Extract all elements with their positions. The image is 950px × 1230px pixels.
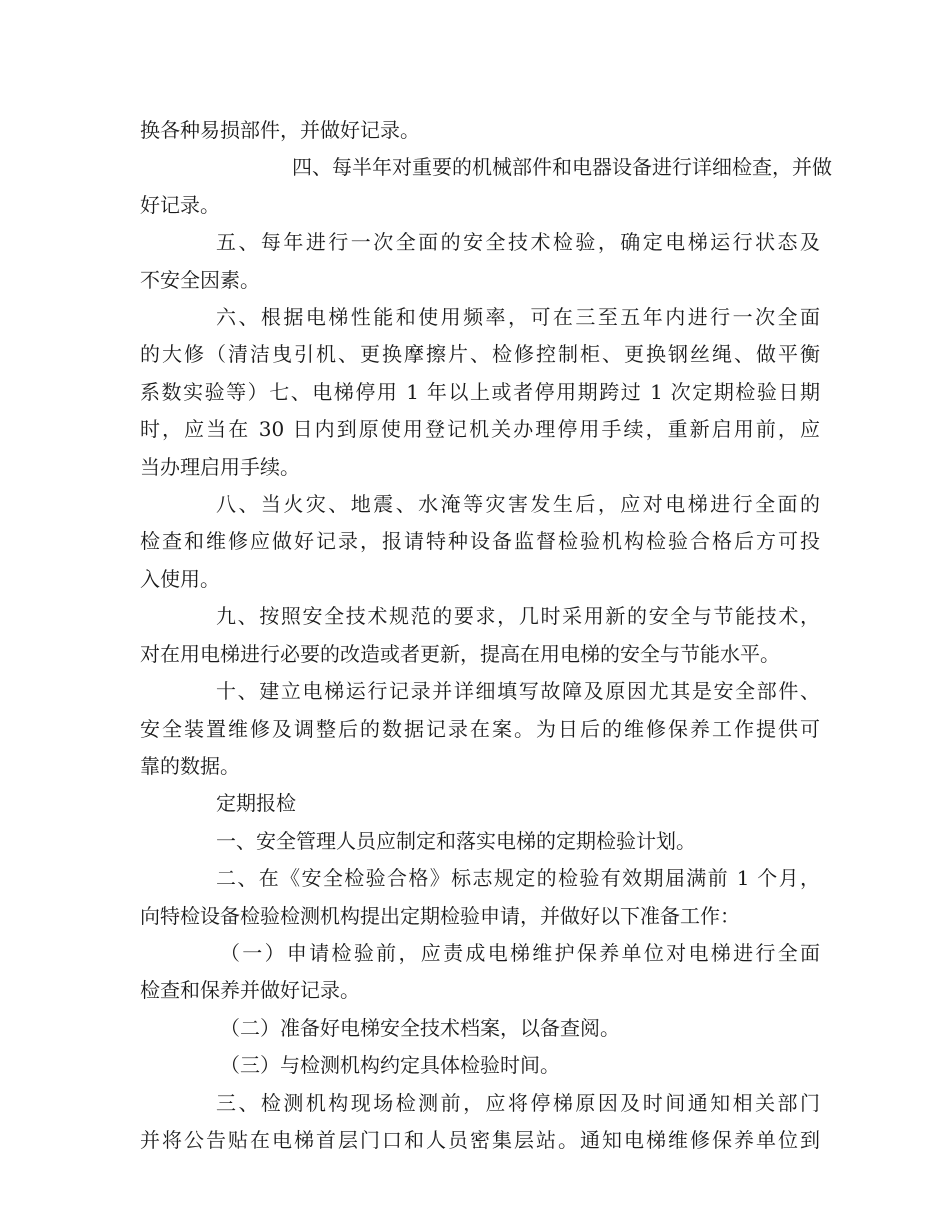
- paragraph-subitem-3: [140, 1047, 820, 1084]
- text-line: 靠的数据。: [140, 753, 240, 778]
- text-line: 二、在《安全检验合格》标志规定的检验有效期届满前 1 个月，: [216, 866, 820, 891]
- text-line: 当办理启用手续。: [140, 454, 300, 479]
- text-line: 十、建立电梯运行记录并详细填写故障及原因尤其是安全部件、: [216, 679, 820, 704]
- paragraph-subitem-2: [140, 1010, 820, 1047]
- paragraph-item-8: [140, 486, 820, 598]
- text-line: 六、根据电梯性能和使用频率，可在三至五年内进行一次全面: [216, 305, 820, 330]
- text-line: 入使用。: [140, 566, 220, 591]
- text-line: 检查和保养并做好记录。: [140, 978, 360, 1003]
- text-line: 好记录。: [140, 192, 220, 217]
- text-line: 换各种易损部件，并做好记录。: [140, 118, 420, 142]
- text-line: 不安全因素。: [140, 267, 260, 292]
- paragraph-item-4: [140, 149, 832, 224]
- section-heading: [140, 785, 820, 822]
- text-line: 三、检测机构现场检测前，应将停梯原因及时间通知相关部门: [216, 1090, 820, 1115]
- text-line: 向特检设备检验检测机构提出定期检验申请，并做好以下准备工作：: [140, 903, 740, 928]
- text-line: （三）与检测机构约定具体检验时间。: [220, 1053, 560, 1078]
- paragraph-continuation: [140, 112, 820, 149]
- paragraph-inspection-3: [140, 1085, 820, 1160]
- paragraph-subitem-1: [140, 935, 820, 1010]
- text-line: 四、每半年对重要的机械部件和电器设备进行详细检查，并做: [292, 155, 832, 180]
- text-line: 九、按照安全技术规范的要求，几时采用新的安全与节能技术，: [216, 604, 820, 629]
- text-line: 的大修（清洁曳引机、更换摩擦片、检修控制柜、更换钢丝绳、做平衡: [140, 342, 820, 367]
- document-page: [140, 112, 832, 1159]
- text-line: 系数实验等）七、电梯停用 1 年以上或者停用期跨过 1 次定期检验日期: [140, 379, 820, 404]
- text-line: 安全装置维修及调整后的数据记录在案。为日后的维修保养工作提供可: [140, 716, 820, 741]
- text-line: 对在用电梯进行必要的改造或者更新，提高在用电梯的安全与节能水平。: [140, 641, 780, 666]
- paragraph-item-10: [140, 673, 820, 785]
- text-line: 并将公告贴在电梯首层门口和人员密集层站。通知电梯维修保养单位到: [140, 1127, 820, 1152]
- text-line: 时，应当在 30 日内到原使用登记机关办理停用手续，重新启用前，应: [140, 417, 820, 442]
- text-line: 五、每年进行一次全面的安全技术检验，确定电梯运行状态及: [216, 230, 820, 255]
- text-line: 检查和维修应做好记录，报请特种设备监督检验机构检验合格后方可投: [140, 529, 820, 554]
- text-line: （一）申请检验前，应责成电梯维护保养单位对电梯进行全面: [220, 940, 820, 965]
- paragraph-item-9: [140, 598, 820, 673]
- section-heading-text: 定期报检: [216, 791, 296, 816]
- paragraph-inspection-1: [140, 823, 820, 860]
- text-line: （二）准备好电梯安全技术档案，以备查阅。: [220, 1015, 620, 1040]
- paragraph-item-6: [140, 299, 820, 486]
- paragraph-inspection-2: [140, 860, 820, 935]
- paragraph-item-5: [140, 224, 820, 299]
- text-line: 八、当火灾、地震、水淹等灾害发生后，应对电梯进行全面的: [216, 492, 820, 517]
- text-line: 一、安全管理人员应制定和落实电梯的定期检验计划。: [216, 828, 696, 853]
